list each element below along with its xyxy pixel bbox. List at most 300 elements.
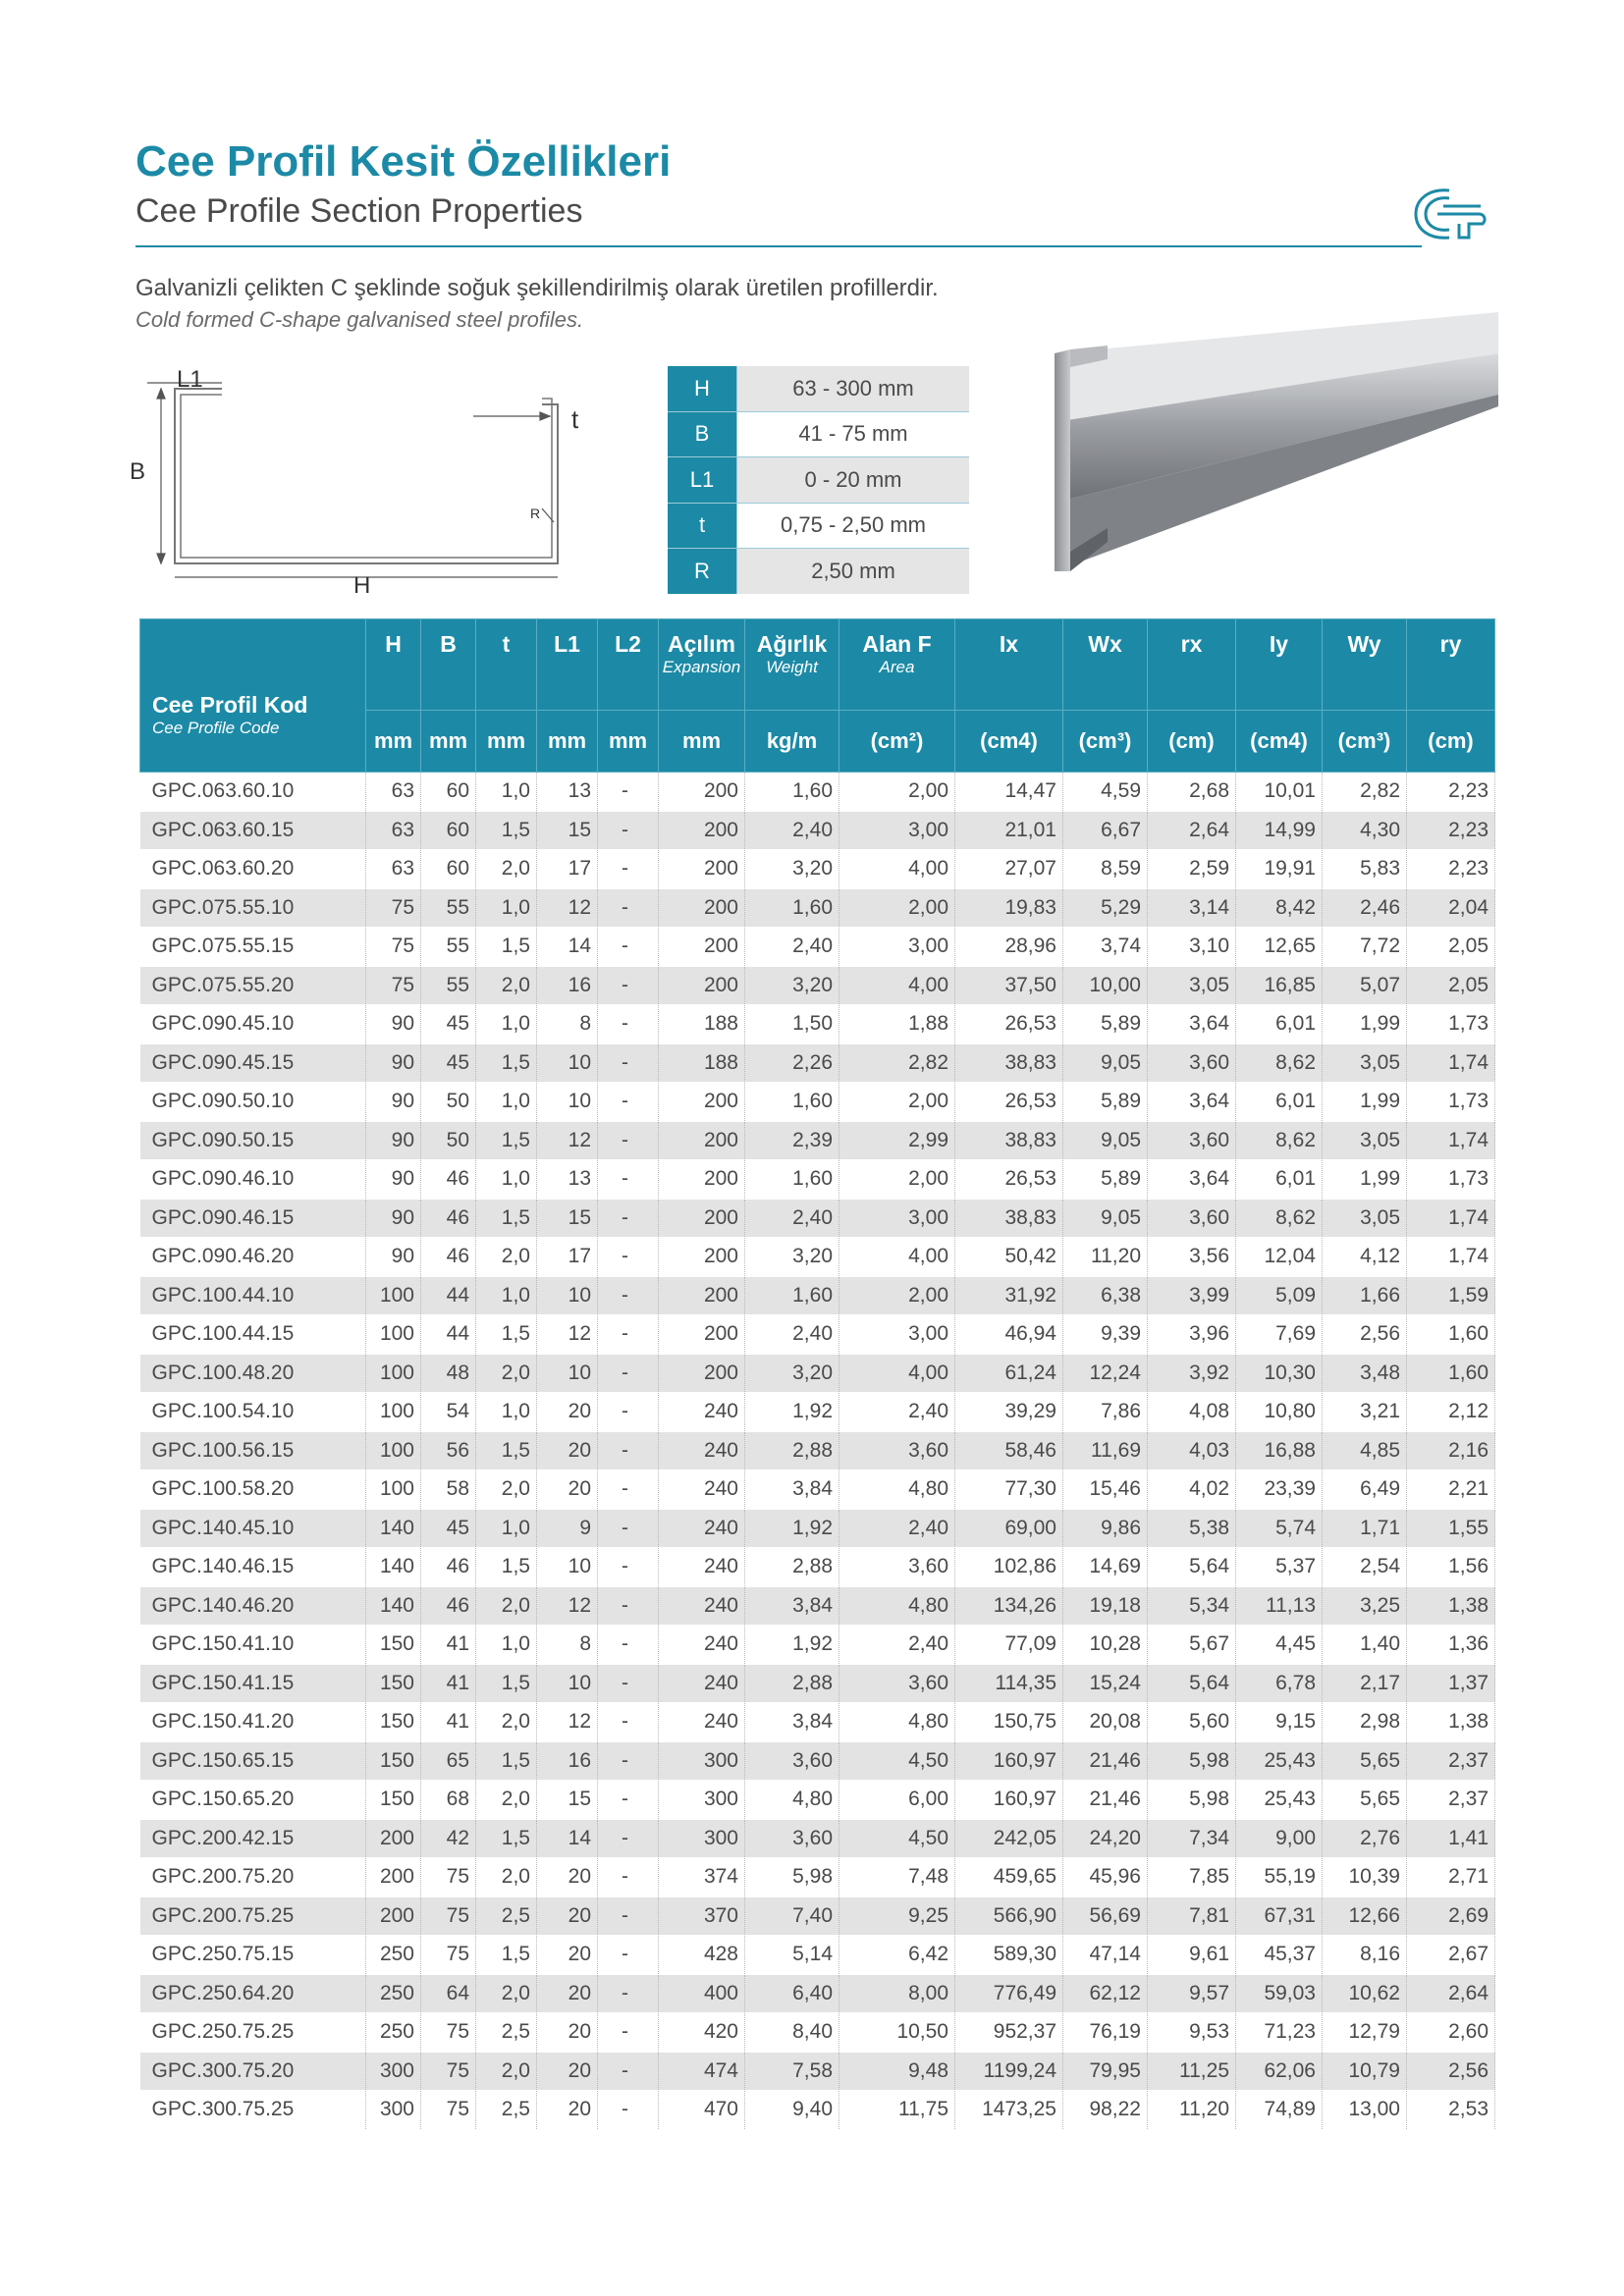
profile-code-cell: GPC.150.41.20: [140, 1703, 366, 1742]
table-cell: 5,60: [1148, 1703, 1236, 1742]
table-cell: 79,95: [1063, 2052, 1148, 2091]
table-cell: 1,56: [1407, 1548, 1495, 1587]
profile-code-cell: GPC.150.65.15: [140, 1741, 366, 1781]
table-cell: 61,24: [955, 1354, 1063, 1393]
table-cell: 1473,25: [955, 2091, 1063, 2130]
table-cell: 75: [366, 966, 421, 1005]
table-cell: 5,64: [1148, 1664, 1236, 1703]
table-cell: 2,26: [745, 1043, 839, 1083]
table-row: [140, 811, 1495, 850]
table-cell: 470: [659, 2091, 745, 2130]
table-cell: 1,0: [476, 1160, 537, 1200]
table-cell: 2,5: [476, 2091, 537, 2130]
spec-value: 2,50 mm: [737, 549, 970, 594]
table-cell: 10,30: [1236, 1354, 1323, 1393]
table-row: [140, 966, 1495, 1005]
table-cell: 1,71: [1323, 1509, 1407, 1548]
table-cell: 10,01: [1236, 773, 1323, 812]
table-cell: 90: [366, 1121, 421, 1160]
table-cell: 10,00: [1063, 966, 1148, 1005]
table-cell: 3,14: [1148, 888, 1236, 928]
table-cell: 50: [421, 1083, 476, 1122]
table-cell: 5,34: [1148, 1586, 1236, 1626]
table-cell: 1,5: [476, 1664, 537, 1703]
table-cell: 374: [659, 1858, 745, 1897]
table-cell: 75: [421, 2052, 476, 2091]
table-cell: 3,60: [745, 1819, 839, 1858]
table-cell: -: [598, 811, 659, 850]
table-cell: 60: [421, 773, 476, 812]
table-cell: 10: [537, 1276, 598, 1315]
table-cell: 7,86: [1063, 1393, 1148, 1432]
table-cell: 63: [366, 811, 421, 850]
profile-code-cell: GPC.250.75.25: [140, 2013, 366, 2053]
table-cell: 3,00: [839, 811, 955, 850]
table-cell: 4,80: [839, 1586, 955, 1626]
table-cell: 2,0: [476, 1586, 537, 1626]
table-cell: 2,23: [1407, 773, 1495, 812]
column-header: Ix: [955, 619, 1063, 711]
diagram-label-h: H: [353, 572, 371, 597]
table-cell: 100: [366, 1393, 421, 1432]
table-cell: 2,0: [476, 1974, 537, 2013]
table-cell: 4,80: [839, 1470, 955, 1510]
table-cell: 9,00: [1236, 1819, 1323, 1858]
table-cell: 10,79: [1323, 2052, 1407, 2091]
table-cell: 240: [659, 1586, 745, 1626]
table-cell: 140: [366, 1586, 421, 1626]
table-cell: 13: [537, 773, 598, 812]
table-cell: 6,01: [1236, 1005, 1323, 1044]
table-cell: 1,0: [476, 1005, 537, 1044]
table-cell: 11,75: [839, 2091, 955, 2130]
table-cell: 4,03: [1148, 1431, 1236, 1470]
table-cell: 38,83: [955, 1121, 1063, 1160]
table-cell: 200: [366, 1819, 421, 1858]
table-cell: 46: [421, 1548, 476, 1587]
table-cell: 13: [537, 1160, 598, 1200]
table-cell: 370: [659, 1896, 745, 1936]
table-cell: 63: [366, 850, 421, 889]
table-cell: 46,94: [955, 1315, 1063, 1355]
table-cell: 2,37: [1407, 1741, 1495, 1781]
table-cell: 2,00: [839, 773, 955, 812]
table-cell: 42: [421, 1819, 476, 1858]
table-cell: -: [598, 1664, 659, 1703]
table-cell: 100: [366, 1276, 421, 1315]
column-unit: (cm4): [1236, 711, 1323, 773]
table-row: [140, 2052, 1495, 2091]
table-cell: 1,60: [1407, 1354, 1495, 1393]
table-row: [140, 1354, 1495, 1393]
table-cell: 2,00: [839, 1276, 955, 1315]
table-cell: 12: [537, 888, 598, 928]
table-cell: 5,37: [1236, 1548, 1323, 1587]
table-cell: 2,04: [1407, 888, 1495, 928]
spec-row: [668, 503, 969, 549]
column-unit: kg/m: [745, 711, 839, 773]
table-cell: 45,96: [1063, 1858, 1148, 1897]
table-cell: 68: [421, 1781, 476, 1820]
table-cell: 2,21: [1407, 1470, 1495, 1510]
table-cell: 3,84: [745, 1703, 839, 1742]
profile-code-cell: GPC.090.50.15: [140, 1121, 366, 1160]
table-cell: 1,74: [1407, 1238, 1495, 1277]
table-cell: 150: [366, 1781, 421, 1820]
table-cell: 240: [659, 1470, 745, 1510]
spec-key: R: [668, 549, 737, 594]
table-cell: 20: [537, 1858, 598, 1897]
table-cell: 2,76: [1323, 1819, 1407, 1858]
table-cell: 2,40: [839, 1393, 955, 1432]
table-cell: -: [598, 2052, 659, 2091]
table-cell: 12,66: [1323, 1896, 1407, 1936]
table-cell: 58: [421, 1470, 476, 1510]
table-cell: 3,60: [745, 1741, 839, 1781]
table-cell: 1,99: [1323, 1160, 1407, 1200]
table-cell: 2,88: [745, 1431, 839, 1470]
table-cell: 11,20: [1148, 2091, 1236, 2130]
profile-code-cell: GPC.075.55.10: [140, 888, 366, 928]
table-cell: 12: [537, 1121, 598, 1160]
table-cell: 14,47: [955, 773, 1063, 812]
table-cell: 200: [659, 773, 745, 812]
table-cell: 5,09: [1236, 1276, 1323, 1315]
table-cell: 3,92: [1148, 1354, 1236, 1393]
spec-key: t: [668, 503, 737, 549]
profile-code-cell: GPC.140.46.20: [140, 1586, 366, 1626]
table-cell: 75: [421, 2091, 476, 2130]
table-cell: 2,56: [1323, 1315, 1407, 1355]
spec-row: [668, 366, 969, 411]
table-cell: 20: [537, 1936, 598, 1975]
table-cell: 3,60: [1148, 1199, 1236, 1238]
table-cell: 90: [366, 1238, 421, 1277]
table-cell: 12,79: [1323, 2013, 1407, 2053]
table-cell: 54: [421, 1393, 476, 1432]
table-cell: 240: [659, 1393, 745, 1432]
page-title: Cee Profil Kesit Özellikleri: [135, 137, 672, 186]
table-cell: 77,09: [955, 1626, 1063, 1665]
table-cell: -: [598, 1315, 659, 1355]
table-cell: 2,40: [839, 1509, 955, 1548]
table-cell: -: [598, 1936, 659, 1975]
table-row: [140, 1083, 1495, 1122]
table-cell: 28,96: [955, 928, 1063, 967]
table-cell: 8,59: [1063, 850, 1148, 889]
table-cell: 100: [366, 1354, 421, 1393]
table-row: [140, 1431, 1495, 1470]
table-cell: 2,37: [1407, 1781, 1495, 1820]
table-cell: 100: [366, 1431, 421, 1470]
table-cell: 1,74: [1407, 1199, 1495, 1238]
table-cell: 2,67: [1407, 1936, 1495, 1975]
profile-code-cell: GPC.250.75.15: [140, 1936, 366, 1975]
table-cell: 46: [421, 1160, 476, 1200]
table-row: [140, 1043, 1495, 1083]
table-cell: 50: [421, 1121, 476, 1160]
table-cell: 3,64: [1148, 1160, 1236, 1200]
table-cell: 1,73: [1407, 1083, 1495, 1122]
table-cell: 4,08: [1148, 1393, 1236, 1432]
table-cell: 1,55: [1407, 1509, 1495, 1548]
table-cell: 160,97: [955, 1781, 1063, 1820]
table-cell: 2,88: [745, 1548, 839, 1587]
table-cell: 45,37: [1236, 1936, 1323, 1975]
column-header: Wy: [1323, 619, 1407, 711]
table-row: [140, 1509, 1495, 1548]
diagram-label-r: R: [530, 506, 541, 521]
table-cell: 5,67: [1148, 1626, 1236, 1665]
table-cell: 250: [366, 2013, 421, 2053]
table-cell: -: [598, 1160, 659, 1200]
table-cell: 5,64: [1148, 1548, 1236, 1587]
table-cell: 2,0: [476, 1858, 537, 1897]
table-cell: 2,05: [1407, 966, 1495, 1005]
spec-value: 63 - 300 mm: [737, 366, 970, 411]
table-row: [140, 1393, 1495, 1432]
table-cell: 20: [537, 1896, 598, 1936]
table-cell: 75: [366, 888, 421, 928]
table-cell: 2,60: [1407, 2013, 1495, 2053]
table-cell: 2,0: [476, 1781, 537, 1820]
profile-code-cell: GPC.090.50.10: [140, 1083, 366, 1122]
column-unit: mm: [421, 711, 476, 773]
table-cell: 2,46: [1323, 888, 1407, 928]
table-cell: 952,37: [955, 2013, 1063, 2053]
table-cell: 1,5: [476, 1431, 537, 1470]
profile-code-cell: GPC.075.55.20: [140, 966, 366, 1005]
table-cell: 4,50: [839, 1819, 955, 1858]
table-cell: 200: [659, 1238, 745, 1277]
column-unit: (cm): [1148, 711, 1236, 773]
table-row: [140, 1586, 1495, 1626]
column-header: ry: [1407, 619, 1495, 711]
table-cell: 20: [537, 1431, 598, 1470]
table-cell: 26,53: [955, 1083, 1063, 1122]
table-cell: 65: [421, 1741, 476, 1781]
table-cell: 3,20: [745, 1238, 839, 1277]
table-cell: 9,61: [1148, 1936, 1236, 1975]
table-cell: 240: [659, 1664, 745, 1703]
table-cell: 25,43: [1236, 1781, 1323, 1820]
table-cell: 459,65: [955, 1858, 1063, 1897]
table-cell: 20: [537, 2013, 598, 2053]
table-cell: -: [598, 773, 659, 812]
table-cell: 7,72: [1323, 928, 1407, 967]
table-cell: 44: [421, 1315, 476, 1355]
table-row: [140, 1781, 1495, 1820]
table-cell: 200: [659, 1121, 745, 1160]
diagram-label-t: t: [571, 404, 579, 434]
table-cell: 10: [537, 1043, 598, 1083]
table-cell: 1,5: [476, 1121, 537, 1160]
column-header: B: [421, 619, 476, 711]
table-cell: 63: [366, 773, 421, 812]
table-cell: 9,86: [1063, 1509, 1148, 1548]
table-cell: 1,60: [745, 1160, 839, 1200]
table-cell: 200: [366, 1896, 421, 1936]
table-cell: -: [598, 928, 659, 967]
table-cell: 11,20: [1063, 1238, 1148, 1277]
table-cell: 15: [537, 1199, 598, 1238]
profile-code-cell: GPC.063.60.15: [140, 811, 366, 850]
table-cell: 1199,24: [955, 2052, 1063, 2091]
spec-key: L1: [668, 457, 737, 504]
column-header: Wx: [1063, 619, 1148, 711]
table-cell: 200: [659, 888, 745, 928]
table-cell: 4,00: [839, 850, 955, 889]
table-cell: 200: [659, 966, 745, 1005]
profile-code-cell: GPC.150.41.10: [140, 1626, 366, 1665]
column-header: Iy: [1236, 619, 1323, 711]
table-cell: 14: [537, 928, 598, 967]
brand-logo-icon: [1410, 183, 1489, 245]
table-cell: 67,31: [1236, 1896, 1323, 1936]
profile-code-cell: GPC.100.54.10: [140, 1393, 366, 1432]
table-cell: 5,07: [1323, 966, 1407, 1005]
table-cell: 19,91: [1236, 850, 1323, 889]
table-cell: 6,38: [1063, 1276, 1148, 1315]
table-row: [140, 1470, 1495, 1510]
spec-row: [668, 457, 969, 504]
table-cell: 9,05: [1063, 1199, 1148, 1238]
table-cell: 240: [659, 1548, 745, 1587]
table-cell: 134,26: [955, 1586, 1063, 1626]
table-cell: 3,60: [839, 1548, 955, 1587]
column-unit: (cm): [1407, 711, 1495, 773]
table-cell: 8,40: [745, 2013, 839, 2053]
table-cell: 15,24: [1063, 1664, 1148, 1703]
table-cell: 1,0: [476, 1276, 537, 1315]
table-cell: 4,02: [1148, 1470, 1236, 1510]
table-cell: 5,29: [1063, 888, 1148, 928]
table-cell: 2,88: [745, 1664, 839, 1703]
column-unit: mm: [476, 711, 537, 773]
table-cell: 11,13: [1236, 1586, 1323, 1626]
table-cell: 250: [366, 1974, 421, 2013]
table-cell: 2,0: [476, 1703, 537, 1742]
table-cell: -: [598, 1974, 659, 2013]
table-cell: 55: [421, 888, 476, 928]
table-cell: 1,38: [1407, 1586, 1495, 1626]
table-cell: -: [598, 1470, 659, 1510]
table-cell: 2,0: [476, 2052, 537, 2091]
table-cell: 1,5: [476, 1741, 537, 1781]
column-header: Ağırlık Weight: [745, 619, 839, 711]
table-cell: 7,58: [745, 2052, 839, 2091]
table-cell: 12: [537, 1315, 598, 1355]
table-cell: 2,39: [745, 1121, 839, 1160]
table-cell: 16: [537, 966, 598, 1005]
table-row: [140, 1121, 1495, 1160]
table-cell: 3,60: [1148, 1043, 1236, 1083]
table-cell: 250: [366, 1936, 421, 1975]
table-cell: -: [598, 1819, 659, 1858]
table-cell: 4,00: [839, 1238, 955, 1277]
table-cell: 10,80: [1236, 1393, 1323, 1432]
table-cell: 39,29: [955, 1393, 1063, 1432]
table-cell: 1,5: [476, 1315, 537, 1355]
column-header: rx: [1148, 619, 1236, 711]
table-cell: 4,50: [839, 1741, 955, 1781]
table-cell: 1,99: [1323, 1083, 1407, 1122]
table-cell: 1,92: [745, 1626, 839, 1665]
table-cell: 1,5: [476, 811, 537, 850]
table-cell: 1,40: [1323, 1626, 1407, 1665]
table-cell: 12,65: [1236, 928, 1323, 967]
table-cell: 2,71: [1407, 1858, 1495, 1897]
table-cell: -: [598, 1741, 659, 1781]
profile-code-cell: GPC.200.75.20: [140, 1858, 366, 1897]
table-cell: 200: [659, 811, 745, 850]
table-cell: -: [598, 1858, 659, 1897]
profile-code-cell: GPC.090.46.10: [140, 1160, 366, 1200]
table-cell: 2,23: [1407, 811, 1495, 850]
table-cell: 20: [537, 1470, 598, 1510]
table-cell: 13,00: [1323, 2091, 1407, 2130]
table-cell: 55: [421, 928, 476, 967]
table-cell: 10: [537, 1083, 598, 1122]
table-cell: 19,83: [955, 888, 1063, 928]
table-row: [140, 1548, 1495, 1587]
table-cell: 3,99: [1148, 1276, 1236, 1315]
table-cell: 2,59: [1148, 850, 1236, 889]
table-cell: 12: [537, 1703, 598, 1742]
table-cell: 55,19: [1236, 1858, 1323, 1897]
table-cell: 1,60: [745, 1083, 839, 1122]
table-row: [140, 1664, 1495, 1703]
table-cell: 6,40: [745, 1974, 839, 2013]
profile-code-cell: GPC.100.56.15: [140, 1431, 366, 1470]
table-cell: 1,99: [1323, 1005, 1407, 1044]
table-cell: 2,17: [1323, 1664, 1407, 1703]
table-cell: 2,40: [745, 1199, 839, 1238]
table-cell: 2,00: [839, 1160, 955, 1200]
table-cell: 9,40: [745, 2091, 839, 2130]
table-cell: 200: [659, 1276, 745, 1315]
table-cell: 1,60: [745, 888, 839, 928]
table-cell: 3,74: [1063, 928, 1148, 967]
table-row: [140, 1276, 1495, 1315]
table-cell: 38,83: [955, 1199, 1063, 1238]
table-cell: 150: [366, 1703, 421, 1742]
profile-code-cell: GPC.100.44.10: [140, 1276, 366, 1315]
table-cell: 1,50: [745, 1005, 839, 1044]
table-cell: 10,28: [1063, 1626, 1148, 1665]
table-cell: 1,74: [1407, 1043, 1495, 1083]
table-cell: 1,5: [476, 1199, 537, 1238]
table-cell: 6,42: [839, 1936, 955, 1975]
table-cell: 90: [366, 1043, 421, 1083]
spec-row: [668, 411, 969, 457]
table-cell: -: [598, 1431, 659, 1470]
table-row: [140, 2091, 1495, 2130]
table-cell: 474: [659, 2052, 745, 2091]
table-cell: 2,40: [839, 1626, 955, 1665]
table-cell: 200: [659, 1354, 745, 1393]
table-cell: 160,97: [955, 1741, 1063, 1781]
table-cell: 1,5: [476, 928, 537, 967]
table-cell: 2,0: [476, 966, 537, 1005]
table-cell: 9,48: [839, 2052, 955, 2091]
table-cell: 420: [659, 2013, 745, 2053]
table-cell: 62,12: [1063, 1974, 1148, 2013]
spec-table: [668, 366, 969, 594]
table-row: [140, 1819, 1495, 1858]
table-cell: 7,69: [1236, 1315, 1323, 1355]
table-cell: 50,42: [955, 1238, 1063, 1277]
